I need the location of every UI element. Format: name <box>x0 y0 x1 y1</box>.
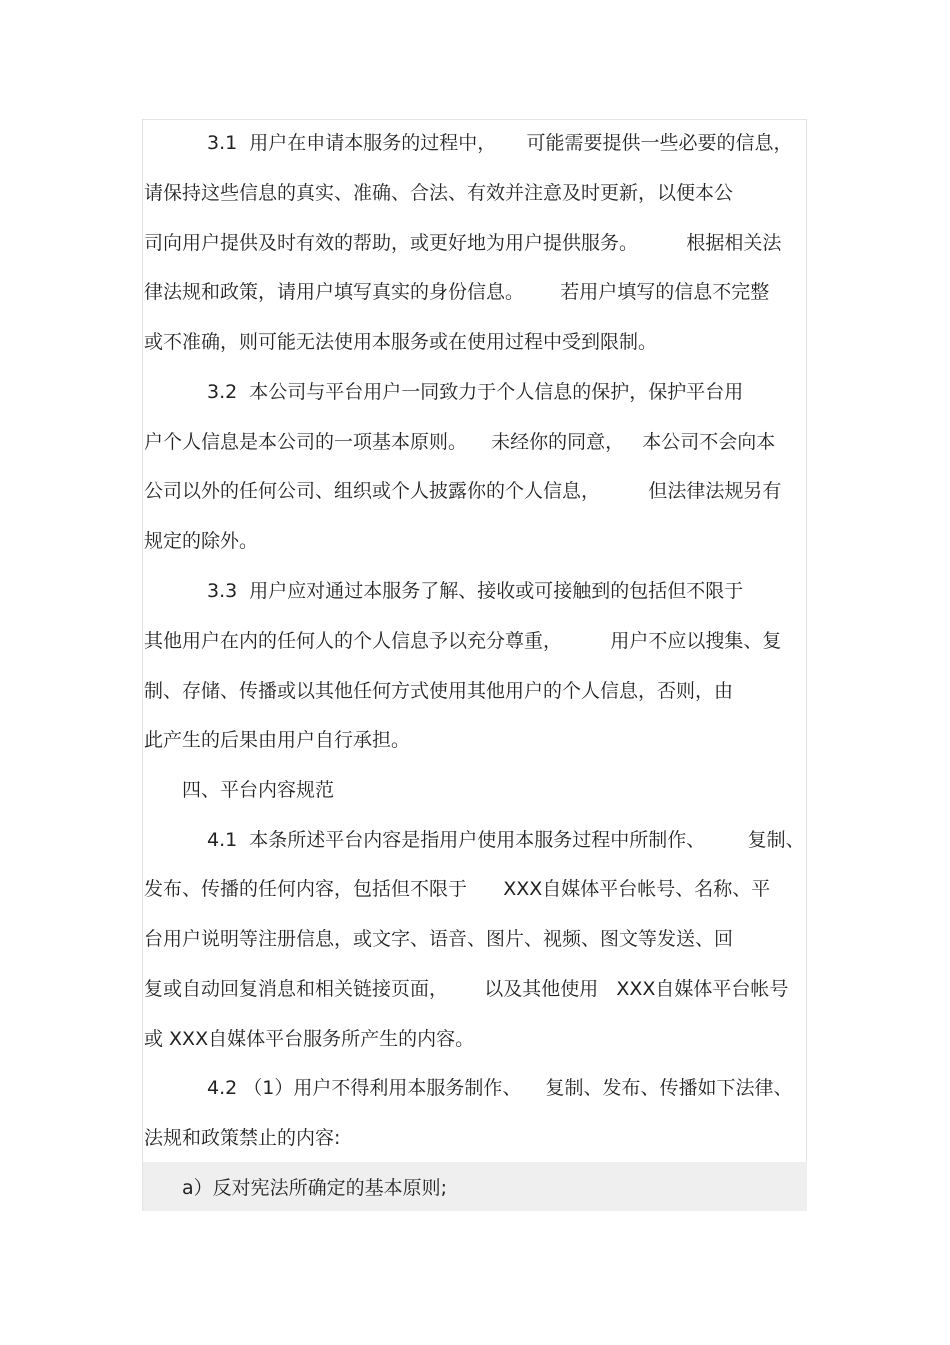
text-line: 3.3 用户应对通过本服务了解、接收或可接触到的包括但不限于 <box>207 580 744 602</box>
text-line: 法规和政策禁止的内容: <box>144 1127 341 1149</box>
text-line: 此产生的后果由用户自行承担。 <box>144 729 411 751</box>
text-line: 律法规和政策，请用户填写真实的身份信息。 若用户填写的信息不完整 <box>144 281 770 303</box>
text-line: 或 XXX自媒体平台服务所产生的内容。 <box>144 1028 475 1050</box>
text-line: 台用户说明等注册信息，或文字、语音、图片、视频、图文等发送、回 <box>144 928 734 950</box>
text-line: 复或自动回复消息和相关链接页面， 以及其他使用 XXX自媒体平台帐号 <box>144 978 789 1000</box>
text-line: 公司以外的任何公司、组织或个人披露你的个人信息， 但法律法规另有 <box>144 480 782 502</box>
section-heading: 四、平台内容规范 <box>182 779 335 801</box>
list-item: a）反对宪法所确定的基本原则; <box>182 1177 448 1199</box>
text-line: 户个人信息是本公司的一项基本原则。 未经你的同意， 本公司不会向本 <box>144 431 776 453</box>
text-line: 或不准确，则可能无法使用本服务或在使用过程中受到限制。 <box>144 331 658 353</box>
text-line: 4.2 （1）用户不得利用本服务制作、 复制、发布、传播如下法律、 <box>207 1077 793 1099</box>
text-line: 4.1 本条所述平台内容是指用户使用本服务过程中所制作、 复制、 <box>207 829 805 851</box>
text-line: 司向用户提供及时有效的帮助，或更好地为用户提供服务。 根据相关法 <box>144 232 782 254</box>
text-line: 其他用户在内的任何人的个人信息予以充分尊重， 用户不应以搜集、复 <box>144 630 782 652</box>
text-line: 请保持这些信息的真实、准确、合法、有效并注意及时更新，以便本公 <box>144 182 734 204</box>
text-line: 3.2 本公司与平台用户一同致力于个人信息的保护，保护平台用 <box>207 381 744 403</box>
text-line: 发布、传播的任何内容，包括但不限于 XXX自媒体平台帐号、名称、平 <box>144 878 771 900</box>
text-line: 制、存储、传播或以其他任何方式使用其他用户的个人信息，否则，由 <box>144 680 734 702</box>
text-line: 3.1 用户在申请本服务的过程中， 可能需要提供一些必要的信息， <box>207 132 793 154</box>
text-line: 规定的除外。 <box>144 530 259 552</box>
